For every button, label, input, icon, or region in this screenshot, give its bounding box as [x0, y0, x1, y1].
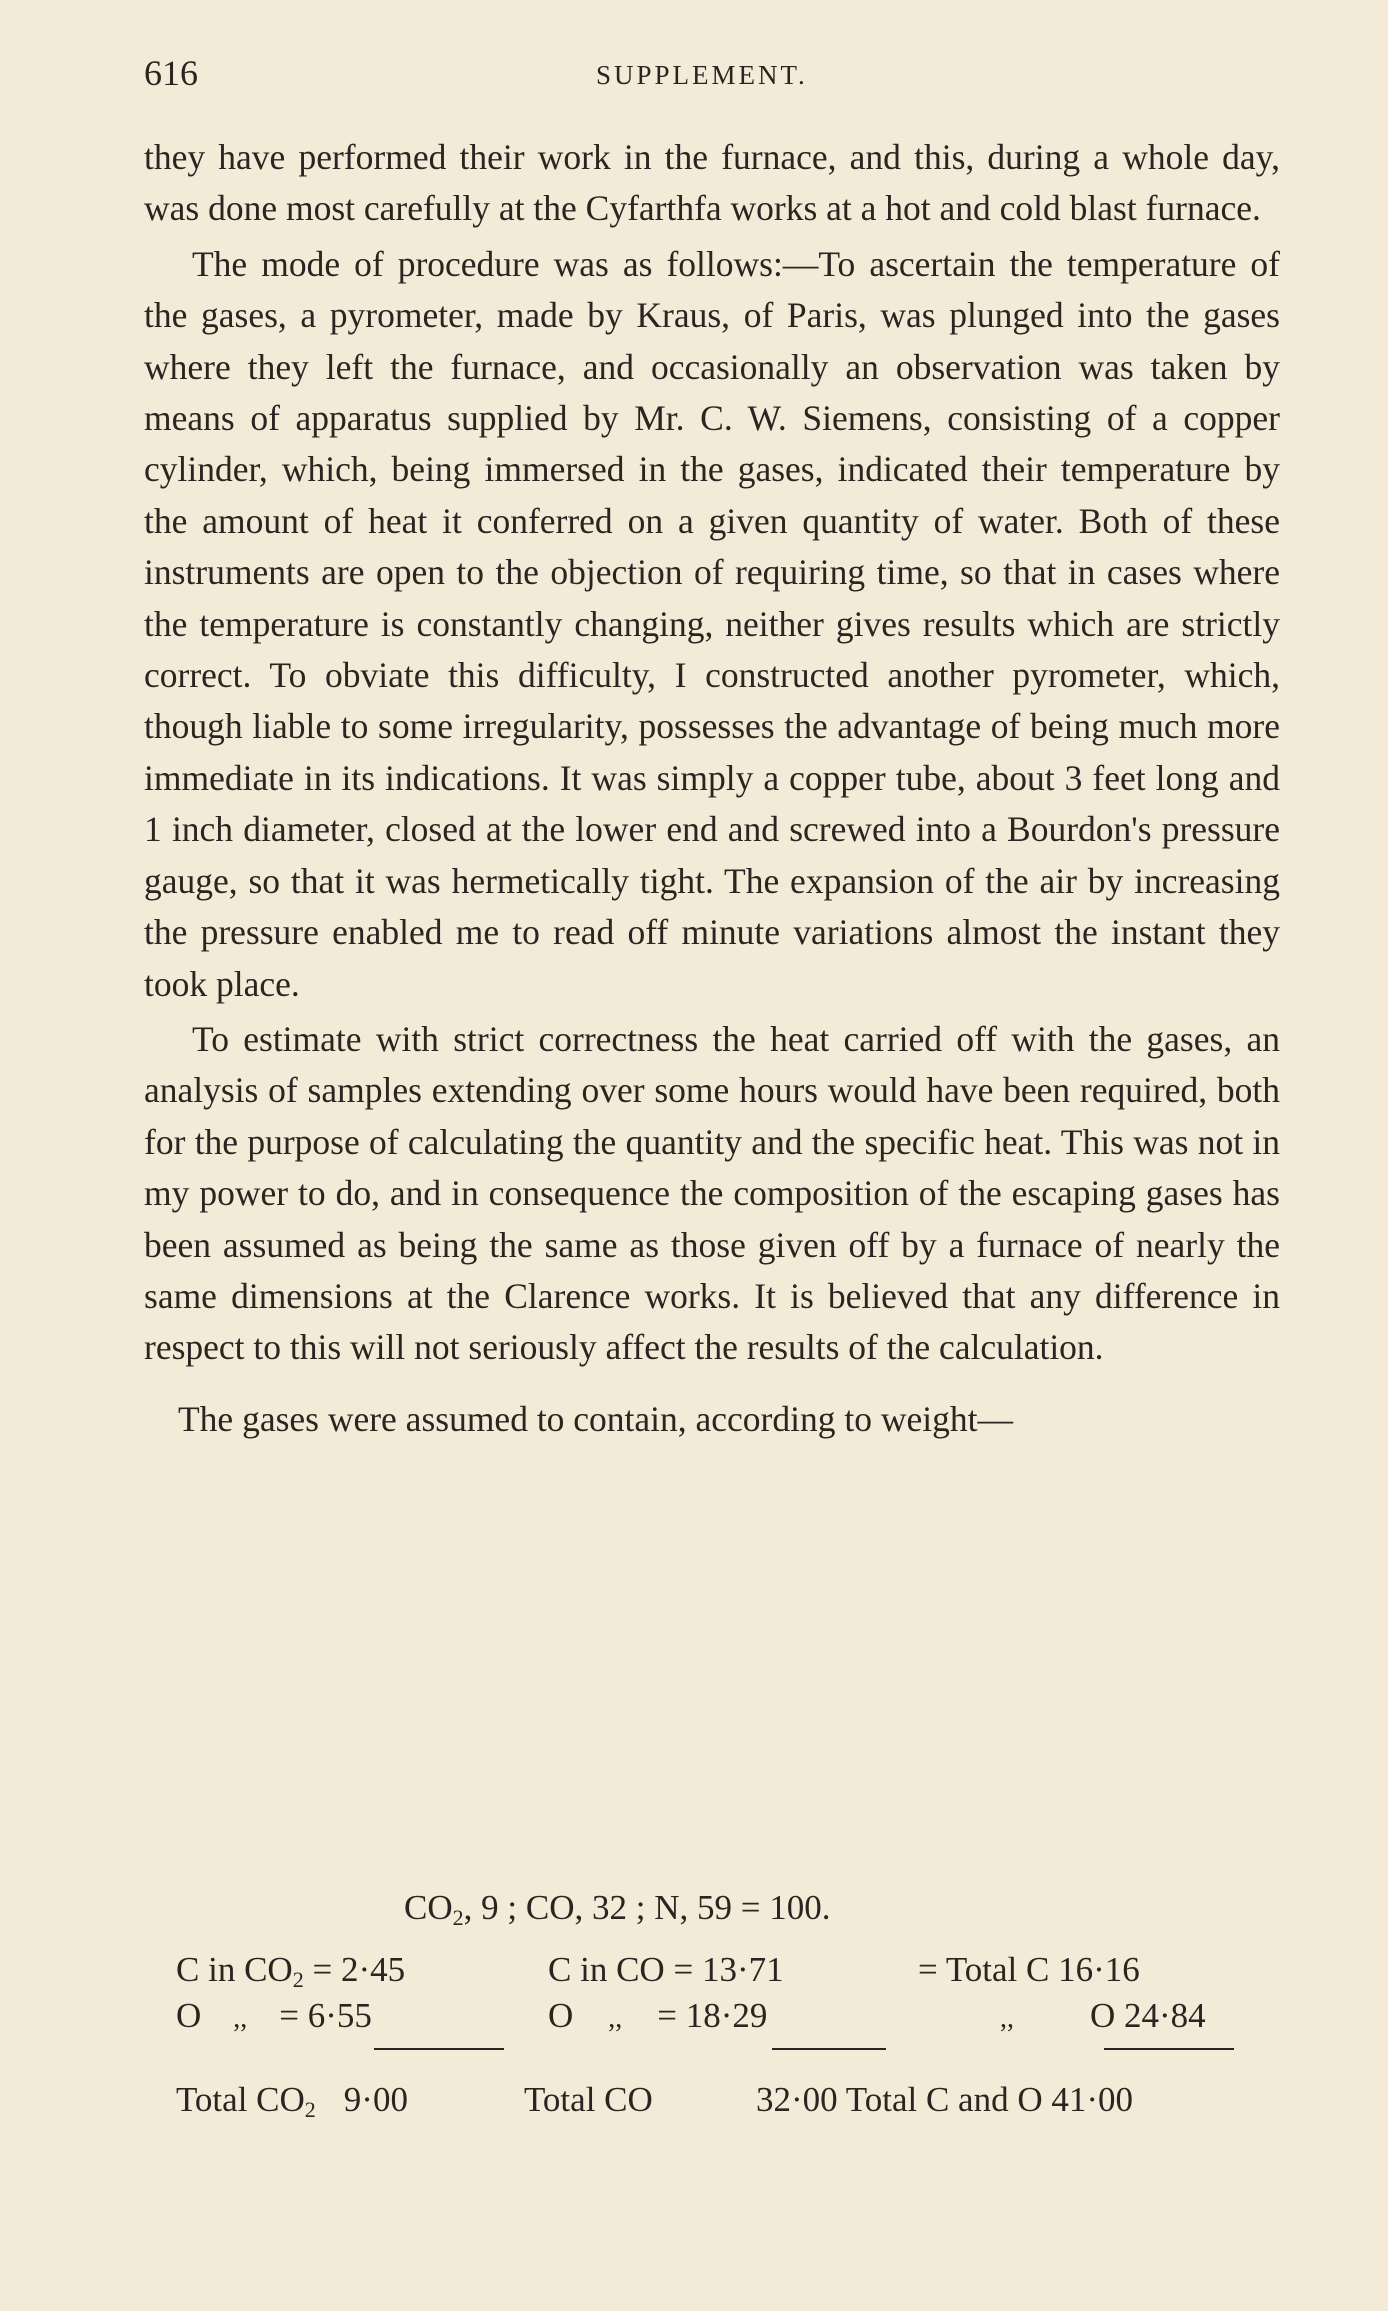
formula-co2-value: , 9 ;: [463, 1888, 518, 1927]
body-text: [144, 132, 1280, 1445]
total-co: Total CO: [524, 2080, 653, 2119]
running-head: SUPPLEMENT.: [596, 60, 808, 90]
rule-col3: [1104, 2048, 1234, 2050]
page-header: [144, 52, 1264, 102]
calc-row1-col3: = Total C 16·16: [918, 1950, 1140, 1989]
calc-row2-col3: ,, O 24·84: [1000, 1996, 1206, 2035]
paragraph-2: The mode of procedure was as follows:—To ascertain the temperature of the gases, a pyrometer, made by Kraus, of Paris, was plunged into the gases where they left the furnace, and occasionally an observation was taken by means of apparatus supplied by Mr. C. W. Siemens, consisting of a copper cylinder, which, being immersed in the gases, indicated their temperature by the amount of heat it conferred on a given quantity of water. Both of these instruments are open to the objection of requiring time, so that in cases where the temperature is constantly changing, neither gives results which are strictly correct. To obviate this difficulty, I constructed another pyrometer, which, though liable to some irregularity, possesses the advantage of being much more immediate in its indications. It was simply a copper tube, about 3 feet long and 1 inch diameter, closed at the lower end and screwed into a Bourdon's pressure gauge, so that it was hermetically tight. The expansion of the air by increasing the pressure enabled me to read off minute variations almost the instant they took place.: [144, 243, 1280, 1004]
composition-formula: [404, 1888, 831, 1928]
calc-row1-col1: C in $CO_2 = 2\cdot 45$: [176, 1950, 406, 1992]
formula-co2-sub: 2: [452, 1905, 464, 1930]
calc-row1-col2: C in CO = 13·71: [548, 1950, 784, 1989]
formula-n: N, 59: [654, 1888, 732, 1927]
rule-col1: [374, 2048, 504, 2050]
calc-row2-col2: O ,, = 18·29: [548, 1996, 768, 2035]
formula-co2-label: CO: [404, 1888, 453, 1927]
intro-line: The gases were assumed to contain, according to weight—: [178, 1398, 1013, 1439]
paragraph-3: To estimate with strict correctness the heat carried off with the gases, an analysis of samples extending over some hours would have been required, both for the purpose of calculating the quantity and the specific heat. This was not in my power to do, and in consequence the composition of the escaping gases has been assumed as being the same as those given off by a furnace of nearly the same dimensions at the Clarence works. It is believed that any difference in respect to this will not seriously affect the results of the calculation.: [144, 1018, 1280, 1368]
formula-total: = 100.: [740, 1888, 831, 1927]
total-co2: Total $CO_2$ 9·00: [176, 2080, 408, 2122]
rule-col2: [772, 2048, 886, 2050]
total-c-and-o: 32·00 Total C and O 41·00: [756, 2080, 1134, 2119]
calc-row2-col1: O ,, = 6·55: [176, 1996, 372, 2035]
paragraph-1: they have performed their work in the furnace, and this, during a whole day, was done most carefully at the Cyfarthfa works at a hot and cold blast furnace.: [144, 137, 1280, 229]
page-number: 616: [144, 53, 198, 93]
formula-co: CO, 32 ;: [525, 1888, 646, 1927]
